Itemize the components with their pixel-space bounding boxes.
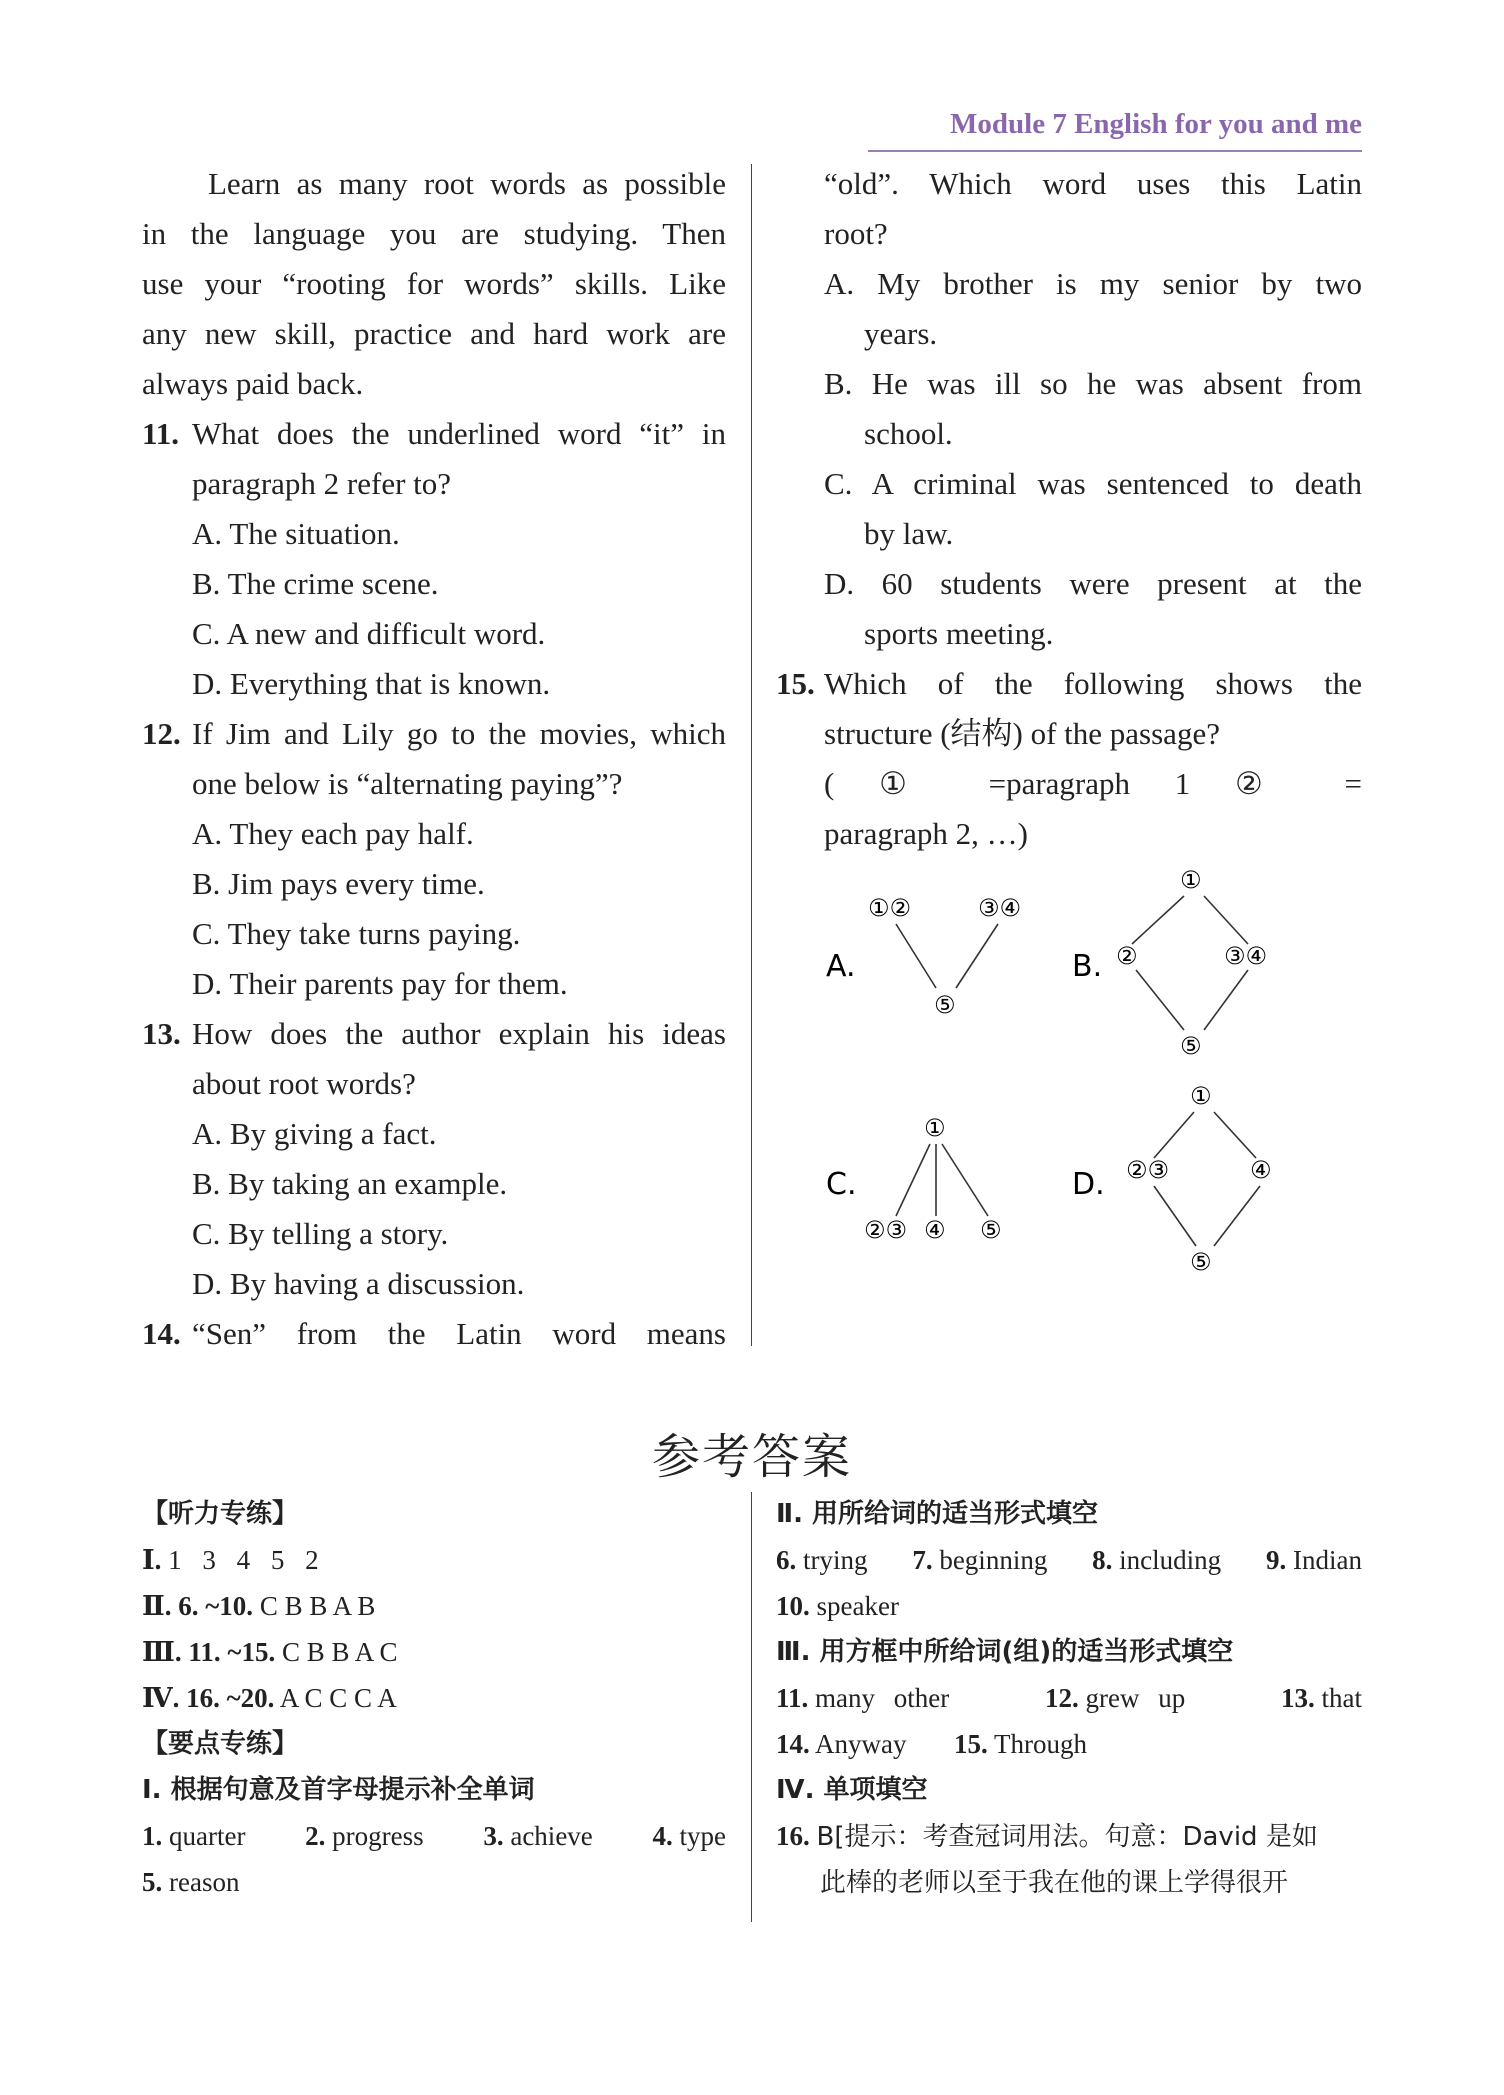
section-heading: Ⅱ. 用所给词的适当形式填空 (776, 1499, 1099, 1529)
item-number: 8. (1092, 1545, 1113, 1575)
option-c: C. A criminal was sentenced to death (824, 466, 1362, 501)
answer-row (142, 1675, 726, 1721)
diagram-edge (1132, 896, 1184, 944)
diagram-node: ① (1190, 1082, 1212, 1110)
item-number: 16. (776, 1821, 810, 1851)
option-d: D. 60 students were present at the (824, 566, 1362, 601)
answer-item (142, 1813, 245, 1859)
option-b: B. The crime scene. (192, 566, 439, 601)
question-text: What does the underlined word “it” in (192, 416, 726, 451)
question-number: 11. (142, 416, 180, 451)
item-number: 14. (776, 1729, 810, 1759)
diagram-edge (896, 924, 936, 988)
answer-item (305, 1813, 423, 1859)
answer-item (912, 1537, 1047, 1583)
item-word: that (1321, 1683, 1362, 1713)
roman-numeral: Ⅲ. (142, 1637, 182, 1667)
question-text: one below is “alternating paying”? (192, 766, 623, 801)
answer-item (1092, 1537, 1221, 1583)
question-number: 14. (142, 1316, 181, 1351)
option-d-cont: sports meeting. (864, 616, 1054, 651)
question-text: root? (824, 216, 888, 251)
diagram-node: ④ (1250, 1156, 1272, 1184)
left-column (142, 159, 726, 1359)
question-12 (142, 709, 726, 1009)
question-text: “Sen” from the Latin word means (192, 1316, 726, 1351)
answer-item (1266, 1537, 1362, 1583)
item-word: reason (169, 1867, 240, 1897)
answer-item (776, 1675, 949, 1721)
section-heading: 【要点专练】 (142, 1729, 299, 1759)
item-word: trying (803, 1545, 868, 1575)
diagram-edge (1154, 1186, 1196, 1246)
roman-numeral: Ⅱ. (142, 1591, 172, 1621)
section-heading: 【听力专练】 (142, 1499, 299, 1529)
diagram-edge (896, 1144, 930, 1216)
diagram-node: ②③ (1126, 1156, 1170, 1184)
diagram-node: ⑤ (934, 991, 956, 1019)
option-a: A. The situation. (192, 516, 400, 551)
question-text: ( ① =paragraph 1 ② = (824, 766, 1362, 801)
option-b: B. He was ill so he was absent from (824, 366, 1362, 401)
answer-row (142, 1537, 726, 1583)
item-number: 10. (776, 1591, 810, 1621)
page-header (868, 108, 1362, 152)
paragraph-line: use your “rooting for words” skills. Like (142, 266, 726, 301)
question-13 (142, 1009, 726, 1309)
answer-text: C B B A B (259, 1591, 376, 1621)
option-a: A. My brother is my senior by two (824, 266, 1362, 301)
question-text: “old”. Which word uses this Latin (824, 166, 1362, 201)
item-number: 7. (912, 1545, 933, 1575)
item-number: 1. (142, 1821, 163, 1851)
question-number: 15. (776, 666, 815, 701)
item-word: including (1119, 1545, 1222, 1575)
item-number: 6. (776, 1545, 797, 1575)
item-word: quarter (169, 1821, 246, 1851)
answer-row (776, 1537, 1362, 1583)
option-c: C. By telling a story. (192, 1216, 449, 1251)
answer-row (776, 1859, 1362, 1905)
paragraph-line: Learn as many root words as possible (208, 166, 726, 201)
item-number: 5. (142, 1867, 163, 1897)
diagram-edge (1214, 1186, 1260, 1246)
answer-row (142, 1629, 726, 1675)
answer-item (1281, 1675, 1362, 1721)
item-number: 13. (1281, 1683, 1315, 1713)
diagram-node: ⑤ (1180, 1032, 1202, 1060)
item-number: 15. (954, 1729, 988, 1759)
diagram-edge (1154, 1112, 1194, 1158)
item-word: beginning (939, 1545, 1048, 1575)
question-text: paragraph 2, …) (824, 816, 1028, 851)
answer-row (776, 1583, 1362, 1629)
option-d: D. Everything that is known. (192, 666, 551, 701)
question-text: Which of the following shows the (824, 666, 1362, 701)
answer-text: A C C C A (279, 1683, 397, 1713)
item-number: 12. (1045, 1683, 1079, 1713)
diagram-node: ④ (924, 1216, 946, 1244)
paragraph-line: any new skill, practice and hard work are (142, 316, 726, 351)
section-heading: Ⅳ. 单项填空 (776, 1775, 928, 1805)
answer-row (142, 1583, 726, 1629)
question-text: How does the author explain his ideas (192, 1016, 726, 1051)
question-number: 12. (142, 716, 181, 751)
section-heading: Ⅰ. 根据句意及首字母提示补全单词 (142, 1775, 535, 1805)
option-d: D. Their parents pay for them. (192, 966, 568, 1001)
diagram-node: ③④ (978, 894, 1022, 922)
answer-text: 1 3 4 5 2 (168, 1545, 319, 1575)
section-heading: Ⅲ. 用方框中所给词(组)的适当形式填空 (776, 1637, 1234, 1667)
item-number: 4. (652, 1821, 673, 1851)
option-a: A. By giving a fact. (192, 1116, 437, 1151)
answers-right (776, 1491, 1362, 1905)
diagram-edge (1136, 970, 1184, 1030)
answer-item (1045, 1675, 1185, 1721)
answer-item (776, 1537, 868, 1583)
item-number: 2. (305, 1821, 326, 1851)
answer-range: 16. ~20. (186, 1683, 275, 1713)
option-c: C. A new and difficult word. (192, 616, 546, 651)
item-word: progress (332, 1821, 424, 1851)
diagram-node: ⑤ (980, 1216, 1002, 1244)
reading-paragraph (142, 159, 726, 409)
item-word: Through (994, 1729, 1087, 1759)
item-word: achieve (510, 1821, 593, 1851)
explanation-text: B[提示：考查冠词用法。句意：David 是如 (816, 1822, 1318, 1852)
option-a: A. They each pay half. (192, 816, 474, 851)
question-11 (142, 409, 726, 709)
answer-item (954, 1729, 1087, 1759)
paragraph-line: always paid back. (142, 366, 364, 401)
diagram-node: ③④ (1224, 942, 1268, 970)
diagram-c (826, 1114, 1002, 1244)
option-b-cont: school. (864, 416, 953, 451)
answers-title: 参考答案 (651, 1429, 852, 1485)
diagram-node: ① (924, 1114, 946, 1142)
answer-row (776, 1813, 1362, 1859)
diagram-edge (1214, 1112, 1256, 1158)
answer-item (652, 1813, 726, 1859)
option-c: C. They take turns paying. (192, 916, 521, 951)
question-number: 13. (142, 1016, 181, 1051)
diagram-edge (1204, 896, 1248, 944)
diagram-node: ① (1180, 866, 1202, 894)
diagram-node: ⑤ (1190, 1248, 1212, 1276)
diagram-node: ② (1116, 942, 1138, 970)
question-text: about root words? (192, 1066, 416, 1101)
question-text: structure (结构) of the passage? (824, 716, 1220, 751)
answer-row (776, 1721, 1362, 1767)
diagram-label: D. (1072, 1167, 1105, 1202)
answer-item (776, 1729, 907, 1759)
option-a-cont: years. (864, 316, 938, 351)
item-word: type (679, 1821, 726, 1851)
option-c-cont: by law. (864, 516, 954, 551)
diagram-a (826, 894, 1021, 1019)
structure-diagrams (820, 860, 1360, 1290)
item-word: grew up (1085, 1683, 1186, 1713)
item-word: many other (815, 1683, 950, 1713)
explanation-text: 此棒的老师以至于我在他的课上学得很开 (820, 1868, 1289, 1898)
diagram-edge (956, 924, 998, 988)
diagram-edge (1204, 970, 1248, 1030)
question-text: paragraph 2 refer to? (192, 466, 452, 501)
module-title: Module 7 English for you and me (950, 108, 1362, 140)
diagram-label: B. (1072, 949, 1103, 984)
diagram-node: ①② (868, 894, 912, 922)
diagram-d (1072, 1082, 1272, 1276)
answer-row (776, 1675, 1362, 1721)
question-15 (776, 659, 1362, 859)
option-b: B. Jim pays every time. (192, 866, 485, 901)
diagram-label: C. (826, 1167, 857, 1202)
answer-text: C B B A C (281, 1637, 398, 1667)
item-number: 9. (1265, 1545, 1287, 1575)
question-14 (142, 1309, 726, 1359)
column-divider-top (751, 164, 752, 1346)
paragraph-line: in the language you are studying. Then (142, 216, 726, 251)
item-number: 11. (776, 1683, 809, 1713)
answers-left (142, 1491, 726, 1905)
roman-numeral: Ⅰ. (142, 1545, 162, 1575)
question-14-continued (824, 159, 1362, 659)
answer-range: 6. ~10. (178, 1591, 254, 1621)
answer-row (142, 1859, 726, 1905)
item-number: 3. (483, 1821, 504, 1851)
option-d: D. By having a discussion. (192, 1266, 525, 1301)
right-column (776, 159, 1362, 859)
item-word: Anyway (815, 1729, 907, 1759)
item-word: Indian (1292, 1545, 1362, 1575)
answer-range: 11. ~15. (188, 1637, 276, 1667)
answer-item (483, 1813, 592, 1859)
answer-row (142, 1813, 726, 1859)
option-b: B. By taking an example. (192, 1166, 508, 1201)
diagram-label: A. (826, 949, 856, 984)
roman-numeral: Ⅳ. (142, 1683, 180, 1713)
item-word: speaker (816, 1591, 899, 1621)
diagram-node: ②③ (864, 1216, 908, 1244)
diagram-b (1072, 866, 1267, 1060)
column-divider-bottom (751, 1492, 752, 1922)
diagram-edge (942, 1144, 988, 1216)
question-text: If Jim and Lily go to the movies, which (192, 716, 726, 751)
